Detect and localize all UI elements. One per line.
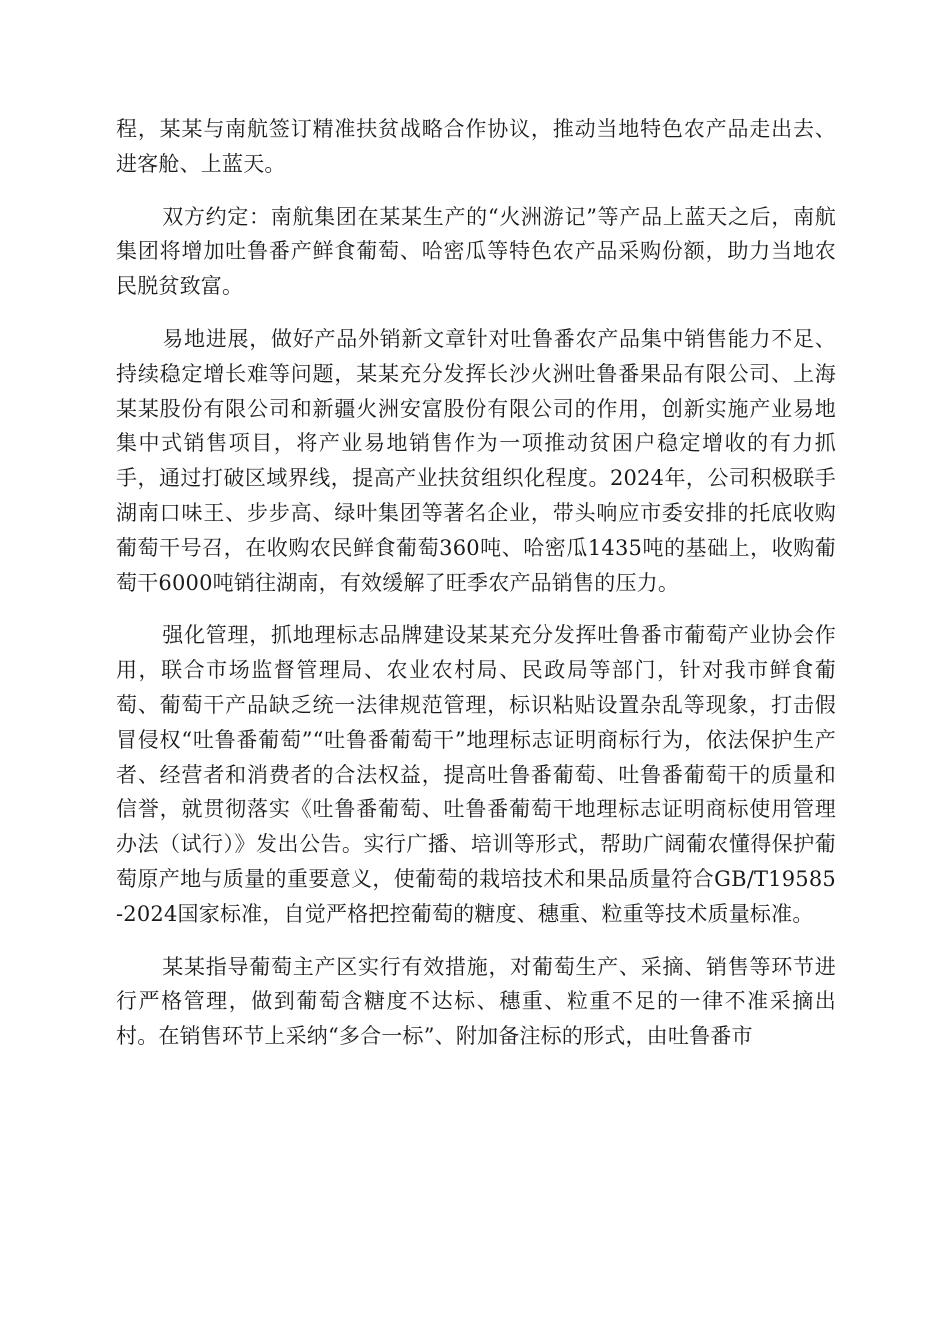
document-body [116, 112, 836, 1072]
paragraph-sales-progress: 易地进展，做好产品外销新文章针对吐鲁番农产品集中销售能力不足、持续稳定增长难等问题，某某充分发挥长沙火洲吐鲁番果品有限公司、上海某某股份有限公司和新疆火洲安富股份有限公司的作用，创新实施产业易地集中式销售项目，将产业易地销售作为一项推动贫困户稳定增收的有力抓手，通过打破区域界线，提高产业扶贫组织化程度。2024年，公司积极联手湖南口味王、步步高、绿叶集团等著名企业，带头响应市委安排的托底收购葡萄干号召，在收购农民鲜食葡萄360吨、哈密瓜1435吨的基础上，收购葡萄干6000吨销往湖南，有效缓解了旺季农产品销售的压力。 [116, 326, 836, 595]
paragraph-continuation: 程，某某与南航签订精准扶贫战略合作协议，推动当地特色农产品走出去、进客舱、上蓝天。 [116, 117, 836, 176]
paragraph-agreement: 双方约定：南航集团在某某生产的“火洲游记”等产品上蓝天之后，南航集团将增加吐鲁番产鲜食葡萄、哈密瓜等特色农产品采购份额，助力当地农民脱贫致富。 [116, 204, 836, 299]
paragraph-quality-measures: 某某指导葡萄主产区实行有效措施，对葡萄生产、采摘、销售等环节进行严格管理，做到葡萄含糖度不达标、穗重、粒重不足的一律不准采摘出村。在销售环节上采纳“多合一标”、附加备注标的形式，由吐鲁番市 [116, 954, 836, 1049]
paragraph-brand-management: 强化管理，抓地理标志品牌建设某某充分发挥吐鲁番市葡萄产业协会作用，联合市场监督管理局、农业农村局、民政局等部门，针对我市鲜食葡萄、葡萄干产品缺乏统一法律规范管理，标识粘贴设置杂乱等现象，打击假冒侵权“吐鲁番葡萄”“吐鲁番葡萄干”地理标志证明商标行为，依法保护生产者、经营者和消费者的合法权益，提高吐鲁番葡萄、吐鲁番葡萄干的质量和信誉，就贯彻落实《吐鲁番葡萄、吐鲁番葡萄干地理标志证明商标使用管理办法（试行）》发出公告。实行广播、培训等形式，帮助广阔葡农懂得保护葡萄原产地与质量的重要意义，使葡萄的栽培技术和果品质量符合GB/T19585-2024国家标准，自觉严格把控葡萄的糖度、穗重、粒重等技术质量标准。 [116, 623, 836, 926]
